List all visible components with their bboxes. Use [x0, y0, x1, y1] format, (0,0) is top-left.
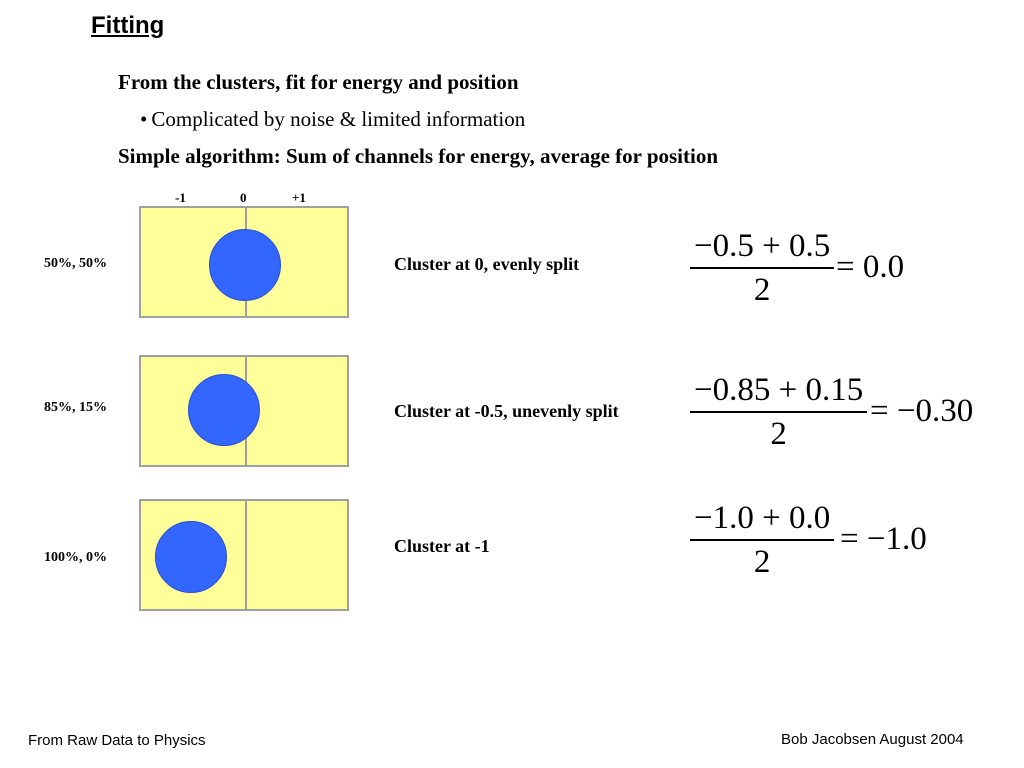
row-split-label: 50%, 50% — [44, 256, 107, 271]
equation-result: = 0.0 — [836, 249, 905, 285]
footer-right: Bob Jacobsen August 2004 — [781, 731, 964, 748]
row-caption: Cluster at -0.5, unevenly split — [394, 401, 619, 421]
axis-label-zero: 0 — [240, 190, 247, 205]
sub-bullet-complications — [140, 107, 525, 132]
equation-fraction — [690, 228, 834, 309]
detector-cell-pair — [139, 206, 349, 318]
detector-cell-pair — [139, 355, 349, 467]
cell-divider — [245, 501, 247, 609]
row-caption: Cluster at 0, evenly split — [394, 254, 580, 274]
fraction-bar — [690, 411, 867, 413]
equation-denominator: 2 — [770, 415, 787, 452]
axis-label-plus-one: +1 — [292, 190, 306, 205]
equation-numerator: −0.85 + 0.15 — [694, 372, 864, 408]
cluster-circle — [155, 521, 227, 593]
equation-fraction — [690, 500, 834, 581]
fraction-bar — [690, 539, 834, 541]
equation-numerator: −0.5 + 0.5 — [694, 228, 831, 264]
axis-label-minus-one: -1 — [175, 190, 186, 205]
row-split-label: 100%, 0% — [44, 550, 107, 565]
footer-left: From Raw Data to Physics — [28, 732, 206, 749]
bullet-simple-algorithm: Simple algorithm: Sum of channels for energy, average for position — [118, 144, 719, 168]
equation-numerator: −1.0 + 0.0 — [694, 500, 831, 536]
equation-denominator: 2 — [753, 543, 771, 580]
detector-cell-pair — [139, 499, 349, 611]
equation-result: = −1.0 — [840, 521, 927, 557]
bullet-clusters-fit: From the clusters, fit for energy and position — [118, 70, 519, 94]
equation-denominator: 2 — [753, 271, 771, 308]
sub-bullet-text: Complicated by noise & limited information — [151, 107, 526, 131]
equation-result: = −0.30 — [870, 393, 974, 429]
fraction-bar — [690, 267, 834, 269]
cluster-circle — [209, 229, 281, 301]
cluster-circle — [188, 374, 260, 446]
slide-title: Fitting — [91, 12, 165, 39]
row-caption: Cluster at -1 — [394, 536, 490, 556]
equation-fraction — [690, 372, 867, 453]
row-split-label: 85%, 15% — [44, 400, 107, 415]
bullet-dot-icon: • — [140, 107, 148, 131]
